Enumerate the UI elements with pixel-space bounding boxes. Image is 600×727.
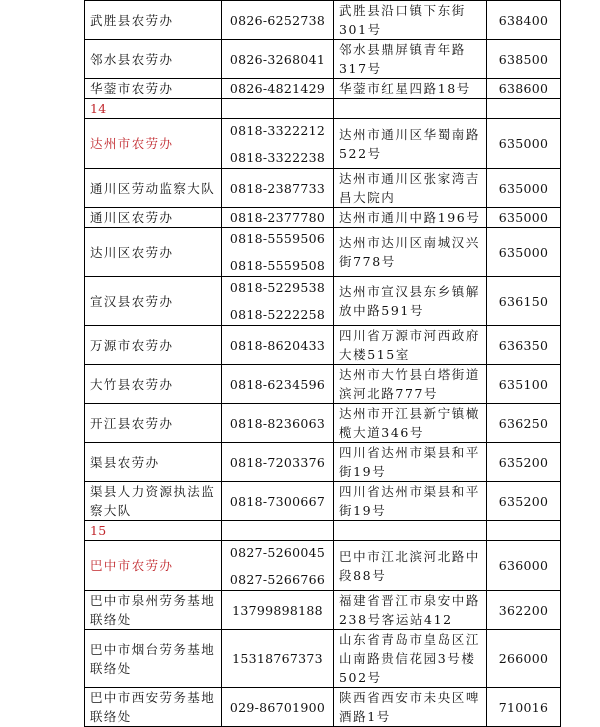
table-row (85, 208, 561, 228)
table-row (85, 119, 561, 169)
contact-table (84, 0, 561, 727)
phone-number: 0826-6252738 (229, 12, 326, 28)
table-row (85, 482, 561, 521)
address: 四川省万源市河西政府大楼515室 (334, 326, 487, 365)
section-row (85, 521, 561, 541)
office-name: 达州市农劳办 (85, 119, 222, 169)
postcode: 635200 (487, 482, 561, 521)
address: 巴中市江北滨河北路中段88号 (334, 541, 487, 591)
postcode: 638600 (487, 79, 561, 99)
phone-number: 0818-2377780 (229, 210, 326, 225)
phone-cell (222, 541, 334, 591)
address: 邻水县鼎屏镇青年路317号 (334, 40, 487, 79)
office-name: 邻水县农劳办 (85, 40, 222, 79)
postcode: 638500 (487, 40, 561, 79)
phone-number: 0818-6234596 (229, 376, 326, 392)
phone-number: 0818-8620433 (229, 337, 326, 353)
phone-number: 13799898188 (232, 602, 323, 618)
phone-number: 029-86701900 (229, 699, 326, 715)
table-row (85, 688, 561, 727)
phone-number: 0818-5222258 (229, 307, 326, 322)
office-name: 开江县农劳办 (85, 404, 222, 443)
phone-cell (222, 404, 334, 443)
phone-number: 0818-8236063 (229, 415, 326, 431)
office-name: 宣汉县农劳办 (85, 277, 222, 326)
postcode: 635200 (487, 443, 561, 482)
postcode: 635000 (487, 169, 561, 208)
address: 四川省达州市渠县和平街19号 (334, 443, 487, 482)
address: 达州市宣汉县东乡镇解放中路591号 (334, 277, 487, 326)
office-name: 华蓥市农劳办 (85, 79, 222, 99)
postcode: 362200 (487, 591, 561, 630)
empty-cell (487, 99, 561, 119)
table-row (85, 404, 561, 443)
table-row (85, 326, 561, 365)
empty-cell (334, 521, 487, 541)
address: 达州市开江县新宁镇橄榄大道346号 (334, 404, 487, 443)
phone-number: 0818-5559508 (229, 258, 326, 273)
phone-cell (222, 208, 334, 228)
office-name: 巴中市泉州劳务基地联络处 (85, 591, 222, 630)
table-row (85, 228, 561, 277)
office-name: 渠县人力资源执法监察大队 (85, 482, 222, 521)
phone-number: 0818-3322212 (229, 122, 326, 138)
phone-cell (222, 365, 334, 404)
postcode: 636150 (487, 277, 561, 326)
phone-cell (222, 169, 334, 208)
address: 山东省青岛市皇岛区江山南路贵信花园3号楼502号 (334, 630, 487, 688)
section-number: 14 (85, 99, 222, 119)
phone-cell (222, 482, 334, 521)
phone-number: 0826-3268041 (229, 51, 326, 67)
office-name: 通川区劳动监察大队 (85, 169, 222, 208)
postcode: 636350 (487, 326, 561, 365)
postcode: 635000 (487, 119, 561, 169)
phone-cell (222, 277, 334, 326)
table-row (85, 541, 561, 591)
address: 达州市通川中路196号 (334, 208, 487, 228)
office-name: 达川区农劳办 (85, 228, 222, 277)
address: 华蓥市红星四路18号 (334, 79, 487, 99)
phone-number: 0818-2387733 (229, 180, 326, 196)
table-row (85, 630, 561, 688)
section-row (85, 99, 561, 119)
address: 陕西省西安市未央区啤酒路1号 (334, 688, 487, 727)
address: 武胜县沿口镇下东街301号 (334, 1, 487, 40)
phone-number: 0818-5559506 (229, 231, 326, 246)
section-number: 15 (85, 521, 222, 541)
address: 达州市通川区张家湾吉昌大院内 (334, 169, 487, 208)
postcode: 636250 (487, 404, 561, 443)
postcode: 710016 (487, 688, 561, 727)
office-name: 武胜县农劳办 (85, 1, 222, 40)
office-name: 万源市农劳办 (85, 326, 222, 365)
phone-number: 0818-7300667 (229, 493, 326, 509)
table-row (85, 40, 561, 79)
phone-cell (222, 228, 334, 277)
phone-cell (222, 119, 334, 169)
empty-cell (222, 521, 334, 541)
phone-number: 15318767373 (232, 651, 323, 666)
address: 达州市大竹县白塔街道滨河北路777号 (334, 365, 487, 404)
office-name: 渠县农劳办 (85, 443, 222, 482)
empty-cell (487, 521, 561, 541)
phone-number: 0818-3322238 (229, 149, 326, 165)
empty-cell (222, 99, 334, 119)
postcode: 638400 (487, 1, 561, 40)
address: 达州市通川区华蜀南路522号 (334, 119, 487, 169)
phone-number: 0827-5266766 (229, 571, 326, 587)
phone-number: 0826-4821429 (229, 81, 326, 96)
phone-number: 0818-7203376 (229, 454, 326, 470)
table-row (85, 1, 561, 40)
address: 达州市达川区南城汉兴街778号 (334, 228, 487, 277)
empty-cell (334, 99, 487, 119)
office-name: 巴中市西安劳务基地联络处 (85, 688, 222, 727)
table-row (85, 277, 561, 326)
phone-cell (222, 630, 334, 688)
office-name: 通川区农劳办 (85, 208, 222, 228)
table-row (85, 591, 561, 630)
phone-number: 0827-5260045 (229, 544, 326, 560)
postcode: 636000 (487, 541, 561, 591)
phone-cell (222, 443, 334, 482)
table-row (85, 169, 561, 208)
phone-number: 0818-5229538 (229, 280, 326, 295)
table-row (85, 79, 561, 99)
phone-cell (222, 40, 334, 79)
address: 福建省晋江市泉安中路238号客运站412 (334, 591, 487, 630)
phone-cell (222, 1, 334, 40)
address: 四川省达州市渠县和平街19号 (334, 482, 487, 521)
phone-cell (222, 688, 334, 727)
table-row (85, 365, 561, 404)
office-name: 大竹县农劳办 (85, 365, 222, 404)
postcode: 635000 (487, 208, 561, 228)
contact-table-body (85, 1, 561, 727)
postcode: 266000 (487, 630, 561, 688)
phone-cell (222, 326, 334, 365)
postcode: 635000 (487, 228, 561, 277)
table-row (85, 443, 561, 482)
phone-cell (222, 79, 334, 99)
postcode: 635100 (487, 365, 561, 404)
office-name: 巴中市农劳办 (85, 541, 222, 591)
phone-cell (222, 591, 334, 630)
office-name: 巴中市烟台劳务基地联络处 (85, 630, 222, 688)
